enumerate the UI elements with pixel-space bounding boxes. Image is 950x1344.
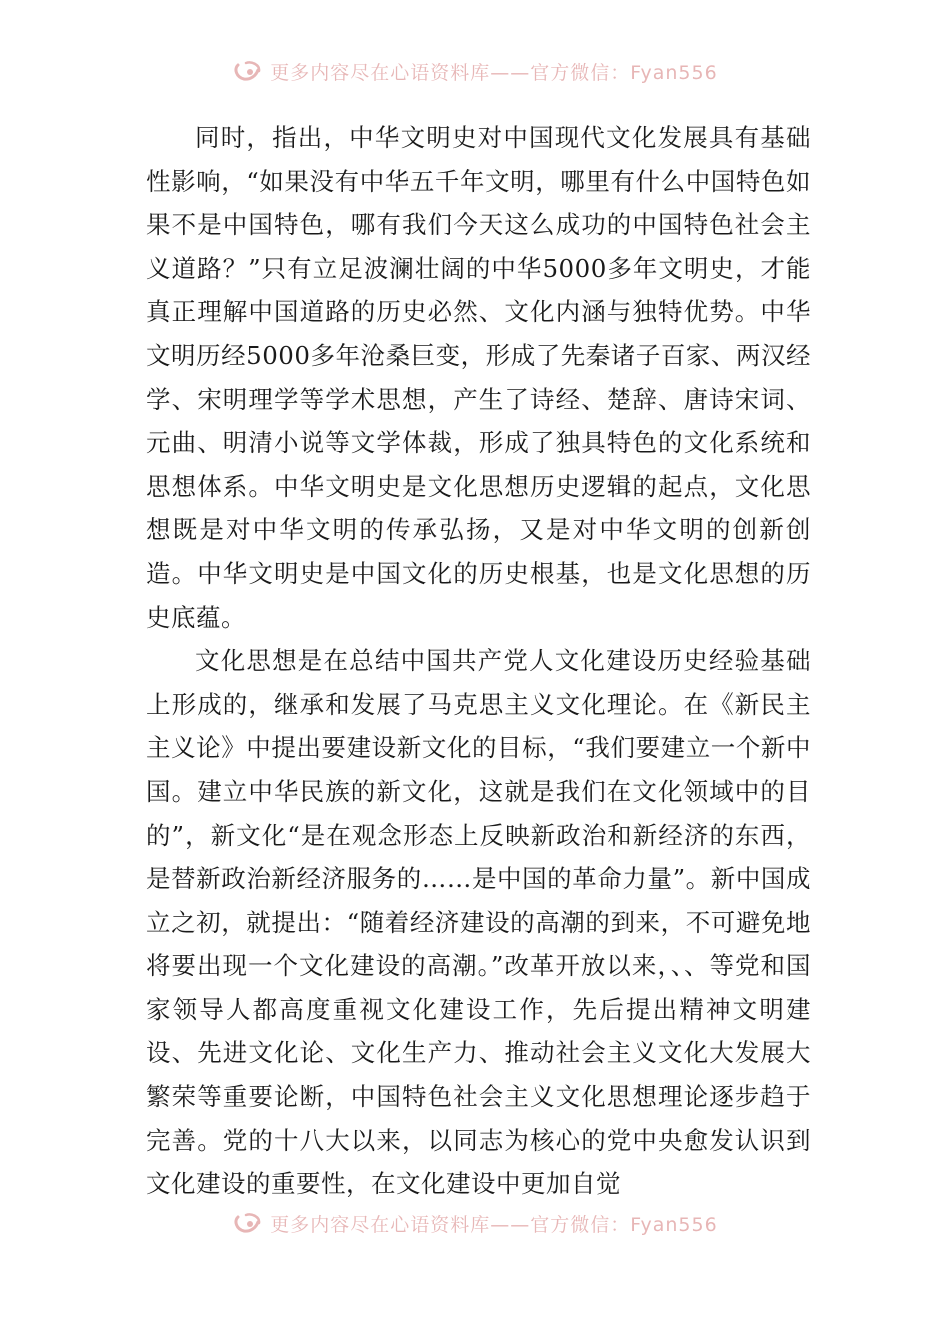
document-body <box>146 116 811 1206</box>
watermark-text: 更多内容尽在心语资料库——官方微信：Fyan556 <box>270 61 718 84</box>
watermark-header <box>0 56 950 86</box>
paragraph-1: 同时，指出，中华文明史对中国现代文化发展具有基础性影响，“如果没有中华五千年文明，哪里有什么中国特色如果不是中国特色，哪有我们今天这么成功的中国特色社会主义道路？”只有立足波澜壮阔的中华5000多年文明史，才能真正理解中国道路的历史必然、文化内涵与独特优势。中华文明历经5000多年沧桑巨变，形成了先秦诸子百家、两汉经学、宋明理学等学术思想，产生了诗经、楚辞、唐诗宋词、元曲、明清小说等文学体裁，形成了独具特色的文化系统和思想体系。中华文明史是文化思想历史逻辑的起点，文化思想既是对中华文明的传承弘扬，又是对中华文明的创新创造。中华文明史是中国文化的历史根基，也是文化思想的历史底蕴。 <box>146 123 811 632</box>
heart-logo-icon <box>232 1211 264 1235</box>
heart-logo-icon <box>232 59 264 83</box>
paragraph-2: 文化思想是在总结中国共产党人文化建设历史经验基础上形成的，继承和发展了马克思主义文化理论。在《新民主主义论》中提出要建设新文化的目标，“我们要建立一个新中国。建立中华民族的新文化，这就是我们在文化领域中的目的”，新文化“是在观念形态上反映新政治和新经济的东西，是替新政治新经济服务的……是中国的革命力量”。新中国成立之初，就提出：“随着经济建设的高潮的到来，不可避免地将要出现一个文化建设的高潮。”改革开放以来，、、等党和国家领导人都高度重视文化建设工作，先后提出精神文明建设、先进文化论、文化生产力、推动社会主义文化大发展大繁荣等重要论断，中国特色社会主义文化思想理论逐步趋于完善。党的十八大以来，以同志为核心的党中央愈发认识到文化建设的重要性，在文化建设中更加自觉 <box>146 646 811 1199</box>
watermark-text: 更多内容尽在心语资料库——官方微信：Fyan556 <box>270 1213 718 1236</box>
watermark-footer <box>0 1208 950 1238</box>
